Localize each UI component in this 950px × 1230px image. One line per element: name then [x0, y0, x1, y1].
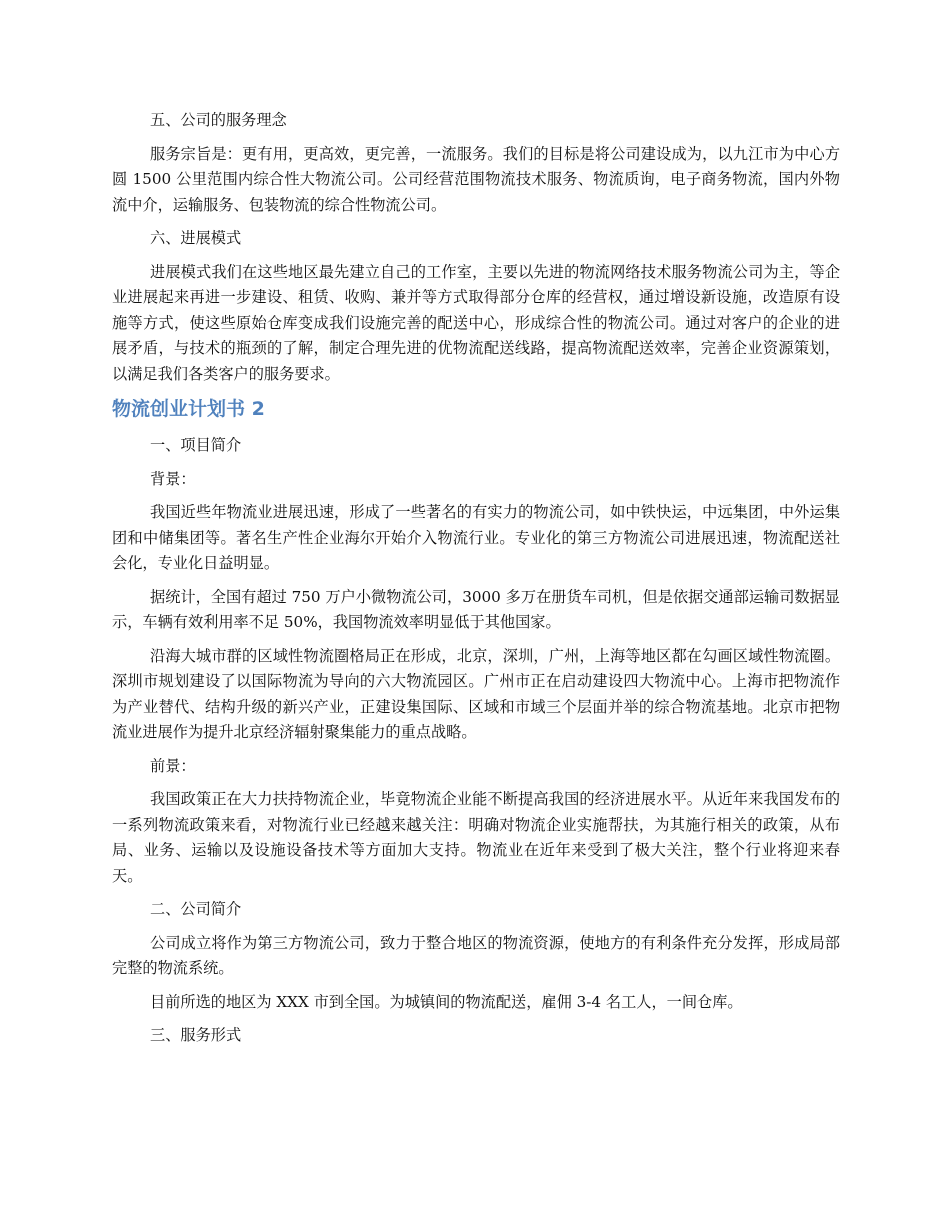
- section-heading-service-form: 三、服务形式: [150, 1026, 242, 1044]
- document-page: [112, 108, 840, 1057]
- paragraph-background-3: 沿海大城市群的区域性物流圈格局正在形成，北京，深圳，广州，上海等地区都在勾画区域性物流圈。深圳市规划建设了以国际物流为导向的六大物流园区。广州市正在启动建设四大物流中心。上海市把物流作为产业替代、结构升级的新兴产业，正建设集国际、区域和市域三个层面并举的综合物流基地。北京市把物流业进展作为提升北京经济辐射聚集能力的重点战略。: [112, 646, 840, 741]
- paragraph-company-intro-2: 目前所选的地区为 XXX 市到全国。为城镇间的物流配送，雇佣 3-4 名工人，一间仓库。: [150, 992, 743, 1011]
- subheading-prospects: 前景：: [150, 756, 196, 775]
- section-heading-development-model: 六、进展模式: [150, 229, 242, 247]
- paragraph-prospects: 我国政策正在大力扶持物流企业，毕竟物流企业能不断提高我国的经济进展水平。从近年来我国发布的一系列物流政策来看，对物流行业已经越来越关注：明确对物流企业实施帮扶，为其施行相关的政策，从布局、业务、运输以及设施设备技术等方面加大支持。物流业在近年来受到了极大关注，整个行业将迎来春天。: [112, 790, 840, 885]
- paragraph-company-intro-1: 公司成立将作为第三方物流公司，致力于整合地区的物流资源，使地方的有利条件充分发挥，形成局部完整的物流系统。: [112, 933, 840, 977]
- subheading-background: 背景：: [150, 469, 196, 488]
- document-title: 物流创业计划书 2: [112, 398, 265, 420]
- paragraph-background-2: 据统计，全国有超过 750 万户小微物流公司，3000 多万在册货车司机，但是依据交通部运输司数据显示，车辆有效利用率不足 50%，我国物流效率明显低于其他国家。: [112, 587, 840, 631]
- paragraph-background-1: 我国近些年物流业进展迅速，形成了一些著名的有实力的物流公司，如中铁快运，中远集团，中外运集团和中储集团等。著名生产性企业海尔开始介入物流行业。专业化的第三方物流公司进展迅速，物流配送社会化，专业化日益明显。: [112, 503, 840, 572]
- section-heading-company-intro: 二、公司简介: [150, 900, 242, 918]
- paragraph-service-purpose: 服务宗旨是：更有用，更高效，更完善，一流服务。我们的目标是将公司建设成为，以九江市为中心方圆 1500 公里范围内综合性大物流公司。公司经营范围物流技术服务、物流质询，电子商务物流，国内外物流中介，运输服务、包装物流的综合性物流公司。: [112, 144, 840, 214]
- section-heading-project-intro: 一、项目简介: [150, 436, 242, 454]
- section-heading-service-philosophy: 五、公司的服务理念: [150, 111, 287, 129]
- paragraph-development-model: 进展模式我们在这些地区最先建立自己的工作室，主要以先进的物流网络技术服务物流公司为主，等企业进展起来再进一步建设、租赁、收购、兼并等方式取得部分仓库的经营权，通过增设新设施，改造原有设施等方式，使这些原始仓库变成我们设施完善的配送中心，形成综合性的物流公司。通过对客户的企业的进展矛盾，与技术的瓶颈的了解，制定合理先进的优物流配送线路，提高物流配送效率，完善企业资源策划，以满足我们各类客户的服务要求。: [112, 262, 840, 383]
